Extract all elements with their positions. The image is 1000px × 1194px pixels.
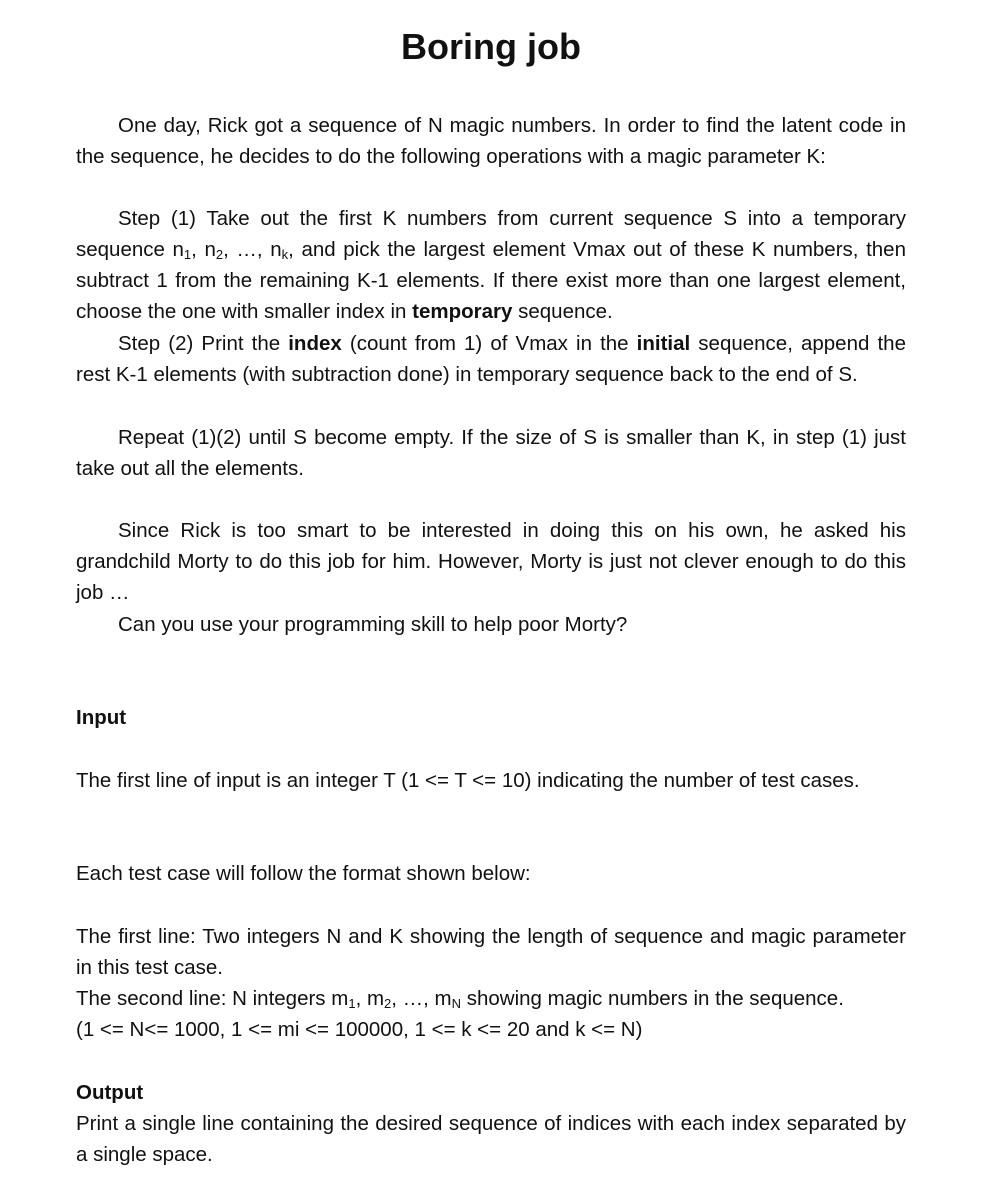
input-format-text: Each test case will follow the format shown below:: [76, 862, 531, 885]
output-heading: Output: [76, 1081, 144, 1104]
input-line1-text: The first line: Two integers N and K showing the length of sequence and magic parameter in this test case.: [76, 925, 906, 979]
output-text: Print a single line containing the desired sequence of indices with each index separated by a single space.: [76, 1112, 906, 1166]
input-heading: Input: [76, 706, 127, 729]
emphasis-index: index: [288, 332, 342, 355]
emphasis-initial: initial: [636, 332, 691, 355]
step-1-paragraph: Step (1) Take out the first K numbers from current sequence S into a temporary sequence $n_1$, $n_2$, …, $n_k$, and pick the largest element Vmax out of these K numbers, then subtract 1 from the remaining K-1 elements. If there exist more than one largest element, choose the one with smaller index in temporary sequence.: [76, 207, 906, 323]
question-paragraph: Can you use your programming skill to help poor Morty?: [118, 613, 628, 636]
page-title: Boring job: [401, 26, 581, 67]
input-constraints-text: (1 <= N<= 1000, 1 <= mi <= 100000, 1 <= k <= 20 and k <= N): [76, 1018, 643, 1041]
intro-paragraph: One day, Rick got a sequence of N magic numbers. In order to find the latent code in the sequence, he decides to do the following operations with a magic parameter K:: [76, 114, 906, 168]
emphasis-temporary: temporary: [412, 300, 513, 323]
morty-paragraph: Since Rick is too smart to be interested in doing this on his own, he asked his grandchild Morty to do this job for him. However, Morty is just not clever enough to do this job …: [76, 519, 906, 604]
input-line2-text: The second line: N integers $m_1$, $m_2$, …, $m_N$ showing magic numbers in the sequence.: [76, 987, 844, 1011]
input-first-line-text: The first line of input is an integer T (1 <= T <= 10) indicating the number of test cases.: [76, 769, 860, 792]
repeat-paragraph: Repeat (1)(2) until S become empty. If the size of S is smaller than K, in step (1) just take out all the elements.: [76, 426, 906, 480]
step-2-paragraph: Step (2) Print the index (count from 1) of Vmax in the initial sequence, append the rest K-1 elements (with subtraction done) in temporary sequence back to the end of S.: [76, 332, 906, 386]
